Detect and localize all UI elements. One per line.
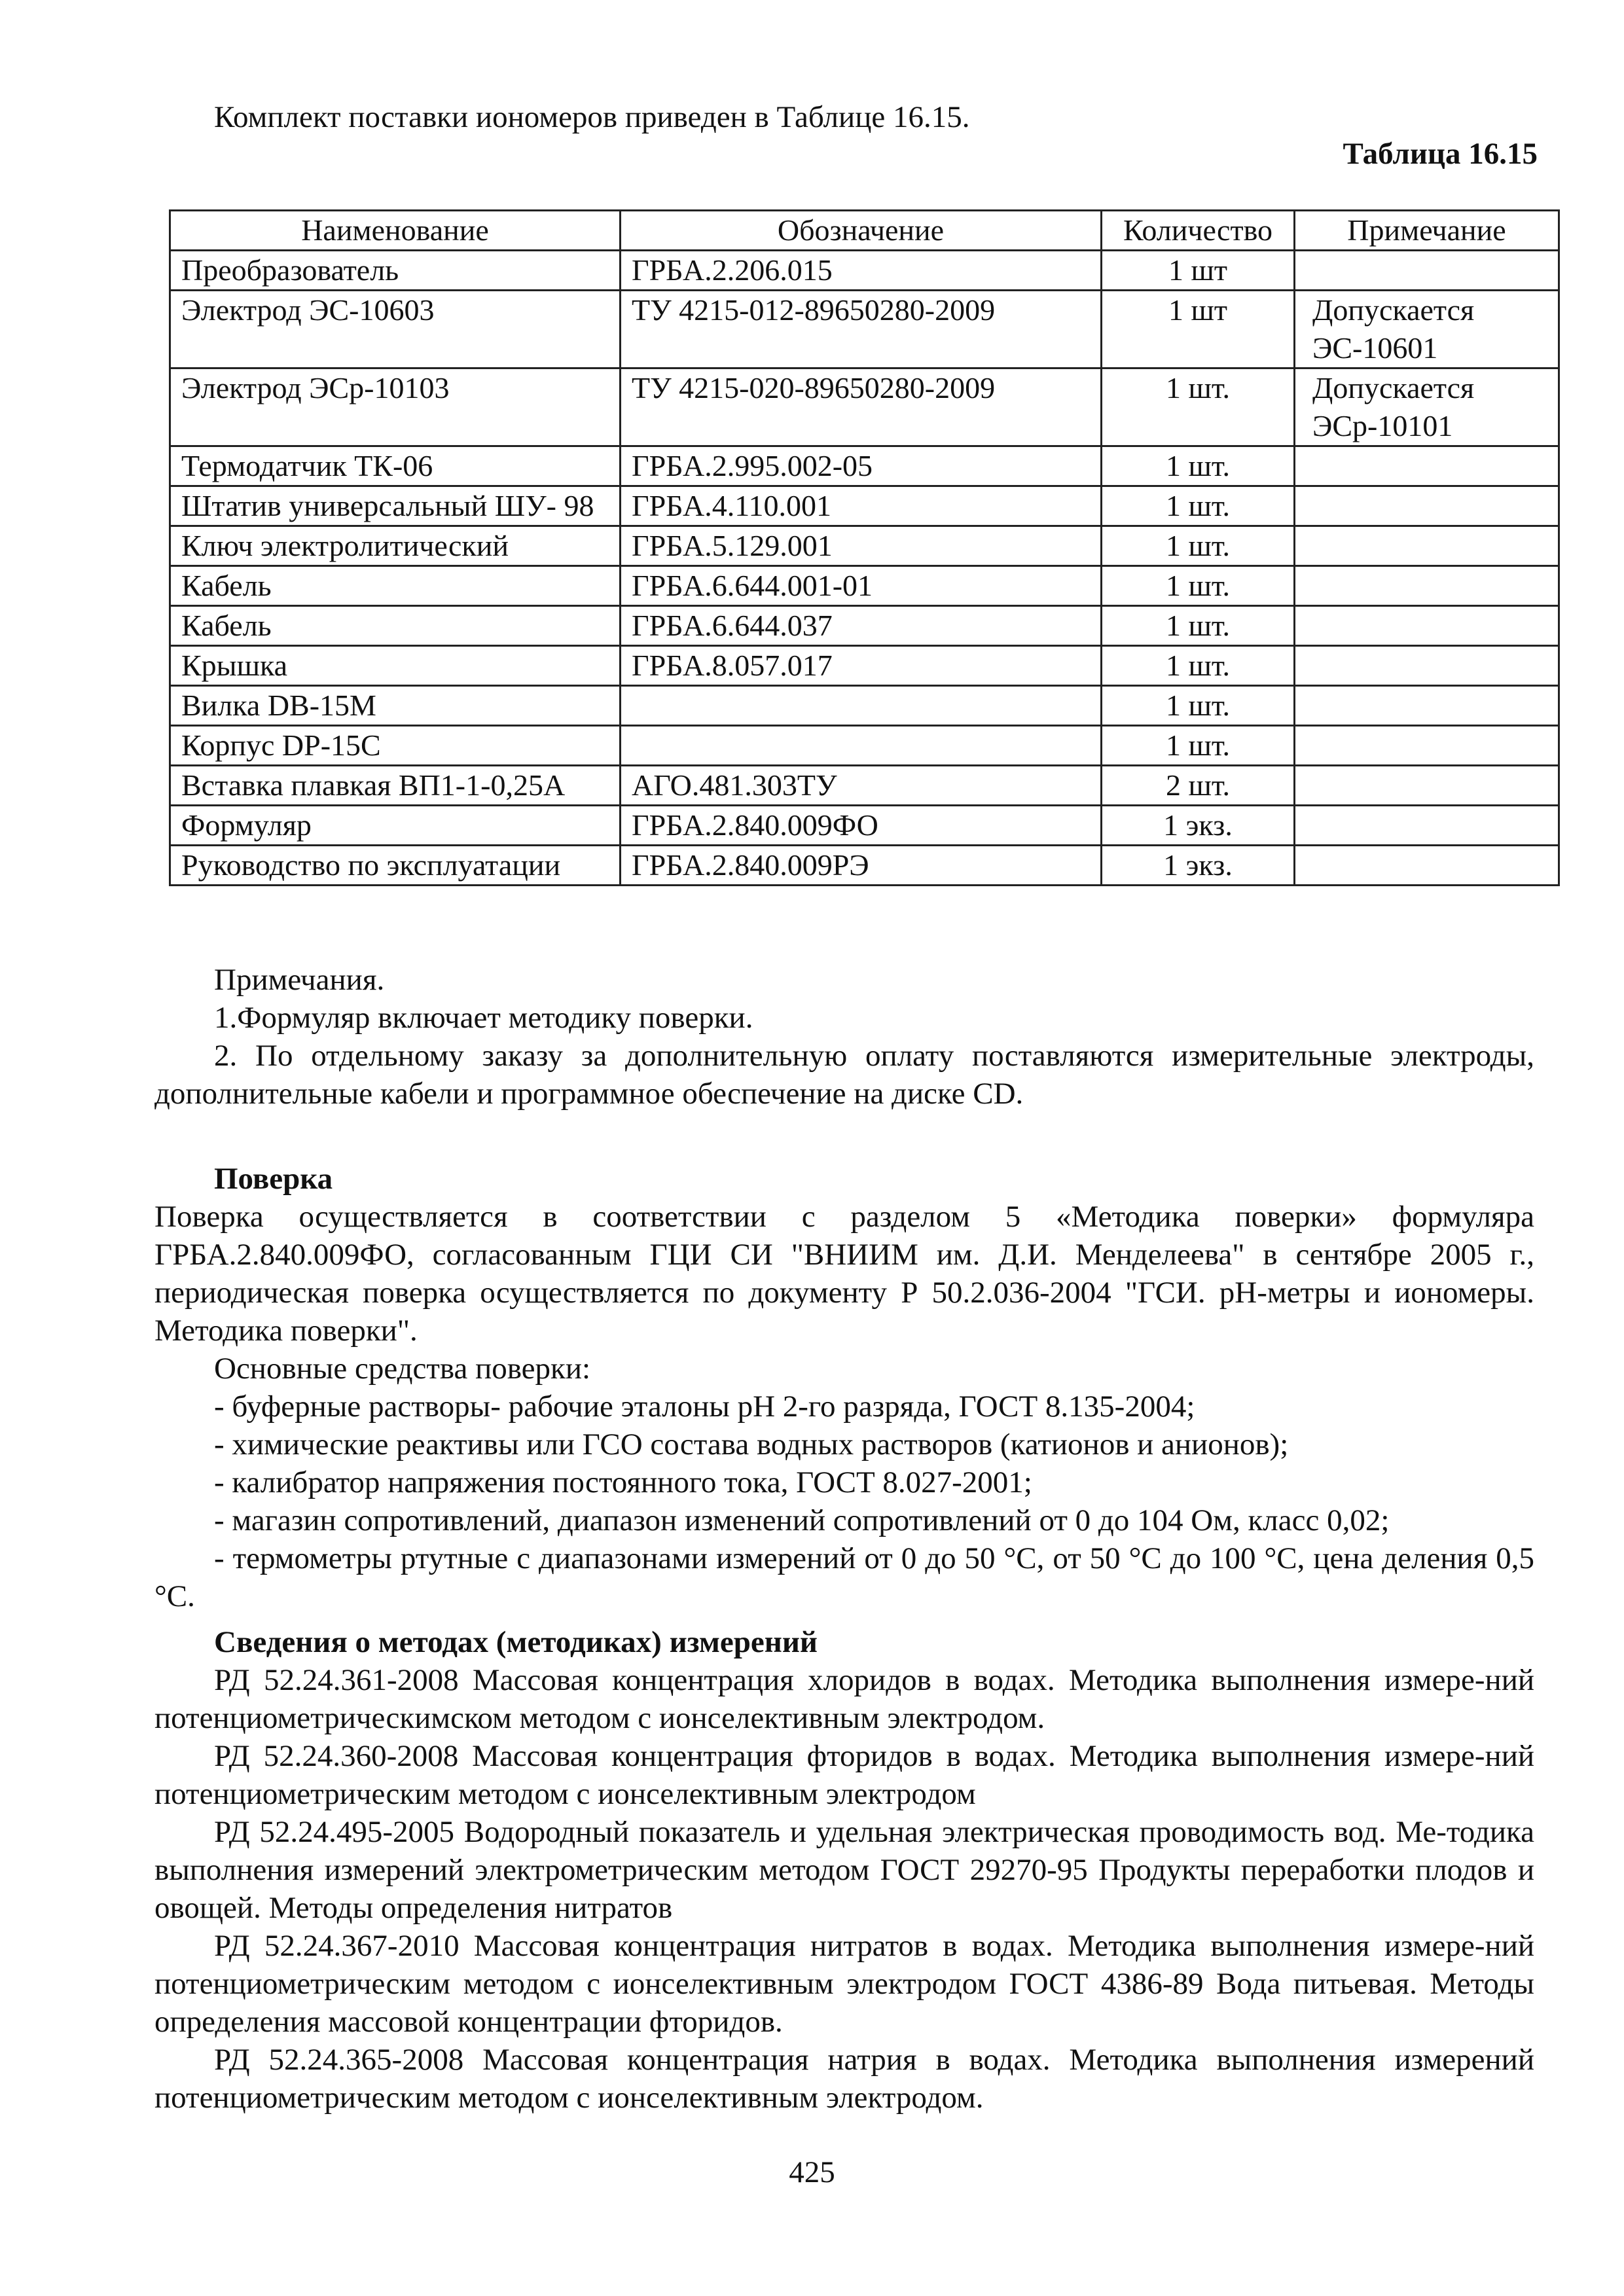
cell-designation: ГРБА.2.840.009ФО [621, 806, 1102, 846]
verification-means-item: - магазин сопротивлений, диапазон изменений сопротивлений от 0 до 104 Ом, класс 0,02; [214, 1503, 1390, 1537]
table-row [170, 686, 1559, 726]
cell-note [1295, 526, 1559, 566]
table-row [170, 806, 1559, 846]
method-item: РД 52.24.367-2010 Массовая концентрация нитратов в водах. Методика выполнения измере-ний потенциометрическим методом с ионселективным электродом ГОСТ 4386-89 Вода питьевая. Методы определения массовой концентрации фторидов. [154, 1929, 1534, 2039]
cell-designation: ТУ 4215-020-89650280-2009 [621, 368, 1102, 446]
cell-name: Ключ электролитический [170, 526, 621, 566]
cell-name: Формуляр [170, 806, 621, 846]
cell-quantity: 1 экз. [1102, 846, 1295, 886]
verification-heading: Поверка [214, 1162, 333, 1196]
cell-quantity: 1 шт. [1102, 446, 1295, 486]
table-header-row [170, 211, 1559, 251]
table-caption: Таблица 16.15 [1343, 137, 1538, 171]
cell-note [1295, 606, 1559, 646]
table-body [170, 251, 1559, 886]
cell-quantity: 1 шт. [1102, 726, 1295, 766]
cell-name: Штатив универсальный ШУ- 98 [170, 486, 621, 526]
verification-means-title: Основные средства поверки: [214, 1352, 591, 1386]
cell-note: Допускается ЭС-10601 [1295, 291, 1559, 368]
cell-note [1295, 251, 1559, 291]
cell-note [1295, 766, 1559, 806]
page-number: 425 [789, 2155, 835, 2189]
table-row [170, 846, 1559, 886]
verification-means-item: - калибратор напряжения постоянного тока, ГОСТ 8.027-2001; [214, 1465, 1032, 1499]
cell-note [1295, 566, 1559, 606]
cell-designation: ГРБА.2.995.002-05 [621, 446, 1102, 486]
cell-designation [621, 726, 1102, 766]
table-row [170, 368, 1559, 446]
verification-section [154, 1160, 1534, 1615]
cell-name: Кабель [170, 606, 621, 646]
cell-designation: ТУ 4215-012-89650280-2009 [621, 291, 1102, 368]
cell-name: Корпус DP-15C [170, 726, 621, 766]
cell-quantity: 1 шт. [1102, 486, 1295, 526]
cell-note: Допускается ЭСр-10101 [1295, 368, 1559, 446]
methods-heading: Сведения о методах (методиках) измерений [214, 1625, 818, 1659]
table-row [170, 646, 1559, 686]
header-designation: Обозначение [621, 211, 1102, 251]
cell-designation: АГО.481.303ТУ [621, 766, 1102, 806]
cell-note [1295, 446, 1559, 486]
cell-quantity: 1 шт. [1102, 526, 1295, 566]
cell-note [1295, 646, 1559, 686]
table-row [170, 526, 1559, 566]
delivery-set-table [169, 209, 1560, 886]
notes-section [154, 961, 1534, 1113]
method-item: РД 52.24.365-2008 Массовая концентрация натрия в водах. Методика выполнения измерений потенциометрическим методом с ионселективным электродом. [154, 2043, 1534, 2115]
cell-designation: ГРБА.2.206.015 [621, 251, 1102, 291]
table-row [170, 766, 1559, 806]
note-item-2: 2. По отдельному заказу за дополнительную оплату поставляются измерительные электроды, дополнительные кабели и программное обеспечение на диске CD. [154, 1039, 1534, 1111]
cell-quantity: 1 шт [1102, 251, 1295, 291]
cell-designation: ГРБА.2.840.009РЭ [621, 846, 1102, 886]
cell-note [1295, 726, 1559, 766]
cell-name: Крышка [170, 646, 621, 686]
verification-means-item: - буферные растворы- рабочие эталоны pH 2-го разряда, ГОСТ 8.135-2004; [214, 1390, 1195, 1424]
cell-designation: ГРБА.8.057.017 [621, 646, 1102, 686]
table-row [170, 446, 1559, 486]
table-row [170, 486, 1559, 526]
cell-designation: ГРБА.4.110.001 [621, 486, 1102, 526]
cell-quantity: 1 шт [1102, 291, 1295, 368]
header-name: Наименование [170, 211, 621, 251]
cell-quantity: 1 экз. [1102, 806, 1295, 846]
cell-name: Вилка DB-15M [170, 686, 621, 726]
header-note: Примечание [1295, 211, 1559, 251]
table-row [170, 606, 1559, 646]
cell-name: Руководство по эксплуатации [170, 846, 621, 886]
cell-name: Преобразователь [170, 251, 621, 291]
table-row [170, 251, 1559, 291]
notes-title: Примечания. [214, 963, 385, 997]
cell-note [1295, 806, 1559, 846]
cell-quantity: 1 шт. [1102, 566, 1295, 606]
cell-note [1295, 686, 1559, 726]
cell-name: Электрод ЭСр-10103 [170, 368, 621, 446]
cell-name: Кабель [170, 566, 621, 606]
verification-means-item: - термометры ртутные с диапазонами измерений от 0 до 50 °С, от 50 °С до 100 °С, цена деления 0,5 °С. [154, 1541, 1534, 1613]
method-item: РД 52.24.360-2008 Массовая концентрация фторидов в водах. Методика выполнения измере-ний потенциометрическим методом с ионселективным электродом [154, 1739, 1534, 1811]
verification-text: Поверка осуществляется в соответствии с разделом 5 «Методика поверки» формуляра ГРБА.2.840.009ФО, согласованным ГЦИ СИ "ВНИИМ им. Д.И. Менделеева" в сентябре 2005 г., периодическая поверка осуществляется по документу Р 50.2.036-2004 "ГСИ. pH-метры и иономеры. Методика поверки". [154, 1200, 1534, 1348]
methods-section [154, 1623, 1534, 2117]
cell-quantity: 1 шт. [1102, 686, 1295, 726]
cell-name: Электрод ЭС-10603 [170, 291, 621, 368]
table-row [170, 291, 1559, 368]
method-item: РД 52.24.361-2008 Массовая концентрация хлоридов в водах. Методика выполнения измере-ний потенциометрическимском методом с ионселективным электродом. [154, 1663, 1534, 1735]
cell-designation [621, 686, 1102, 726]
intro-text: Комплект поставки иономеров приведен в Таблице 16.15. [214, 100, 970, 134]
cell-quantity: 1 шт. [1102, 368, 1295, 446]
verification-means-item: - химические реактивы или ГСО состава водных растворов (катионов и анионов); [214, 1427, 1289, 1462]
cell-quantity: 2 шт. [1102, 766, 1295, 806]
cell-designation: ГРБА.6.644.001-01 [621, 566, 1102, 606]
cell-name: Вставка плавкая ВП1-1-0,25А [170, 766, 621, 806]
method-item: РД 52.24.495-2005 Водородный показатель и удельная электрическая проводимость вод. Ме-тодика выполнения измерений электрометрическим методом ГОСТ 29270-95 Продукты переработки плодов и овощей. Методы определения нитратов [154, 1815, 1534, 1925]
cell-note [1295, 846, 1559, 886]
cell-quantity: 1 шт. [1102, 606, 1295, 646]
table-row [170, 566, 1559, 606]
cell-note [1295, 486, 1559, 526]
header-quantity: Количество [1102, 211, 1295, 251]
note-item-1: 1.Формуляр включает методику поверки. [214, 1001, 753, 1035]
cell-name: Термодатчик ТК-06 [170, 446, 621, 486]
cell-designation: ГРБА.6.644.037 [621, 606, 1102, 646]
cell-quantity: 1 шт. [1102, 646, 1295, 686]
table-row [170, 726, 1559, 766]
cell-designation: ГРБА.5.129.001 [621, 526, 1102, 566]
